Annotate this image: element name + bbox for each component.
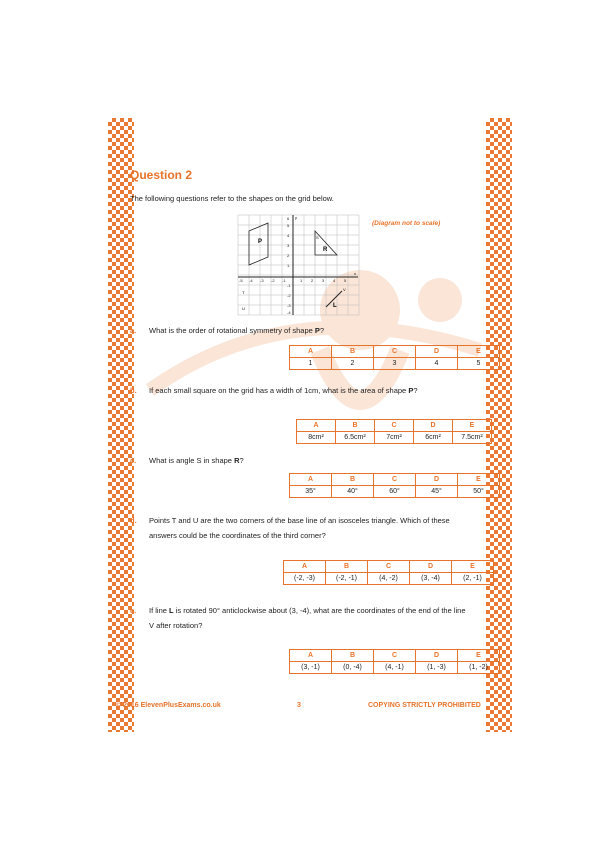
answer-option-letter[interactable]: C [374, 346, 416, 358]
question-letter: d. [130, 516, 137, 525]
answer-option-value[interactable]: 1 [290, 358, 332, 370]
question-text-part: What is angle S in shape [149, 456, 235, 465]
question-letter: e. [130, 606, 137, 615]
answer-option-value[interactable]: (-2, -3) [284, 573, 326, 585]
answer-option-letter[interactable]: B [326, 561, 368, 573]
line-l-label: L [333, 303, 337, 309]
answer-option-value[interactable]: 4 [416, 358, 458, 370]
x-tick-label: 3 [322, 278, 325, 283]
answer-option-value[interactable]: 6cm² [414, 432, 453, 444]
answer-header-row [284, 561, 494, 573]
question-shape-name: R [234, 456, 240, 465]
answer-option-letter[interactable]: B [332, 346, 374, 358]
question-text [149, 513, 469, 543]
question-intro: The following questions refer to the shapes on the grid below. [130, 194, 334, 203]
question-text [149, 383, 469, 398]
diagram-note: (Diagram not to scale) [372, 220, 441, 227]
answer-values-row [290, 358, 500, 370]
question-letter: a. [130, 326, 137, 335]
shape-p-label: P [258, 239, 263, 245]
answer-option-letter[interactable]: A [290, 650, 332, 662]
question-text-part: If each small square on the grid has a width of 1cm, what is the area of shape [149, 386, 409, 395]
answer-option-letter[interactable]: B [332, 474, 374, 486]
question-text [149, 323, 469, 338]
point-t-label: T [242, 290, 245, 295]
x-axis-label: x [354, 271, 356, 276]
footer-page-number: 3 [297, 702, 301, 709]
answer-option-letter[interactable]: D [414, 420, 453, 432]
y-axis-label: y [295, 215, 297, 220]
answer-option-value[interactable]: (0, -4) [332, 662, 374, 674]
question-title: Question 2 [130, 168, 193, 182]
x-tick-label: 5 [344, 278, 347, 283]
answer-option-letter[interactable]: C [368, 561, 410, 573]
answer-option-letter[interactable]: E [458, 346, 500, 358]
answer-option-letter[interactable]: C [375, 420, 414, 432]
y-tick-label: -4 [287, 310, 291, 315]
answer-option-letter[interactable]: C [374, 474, 416, 486]
question-text [149, 453, 469, 468]
answer-option-value[interactable]: (3, -1) [290, 662, 332, 674]
footer-copyright: © 2016 ElevenPlusExams.co.uk [116, 702, 221, 709]
answer-values-row [290, 486, 500, 498]
answer-option-value[interactable]: (2, -1) [452, 573, 494, 585]
answer-option-value[interactable]: 50° [458, 486, 500, 498]
x-tick-label: -4 [249, 278, 253, 283]
answer-option-letter[interactable]: E [458, 650, 500, 662]
answer-option-value[interactable]: 6.5cm² [336, 432, 375, 444]
answer-option-letter[interactable]: C [374, 650, 416, 662]
answer-table [289, 473, 500, 498]
answer-option-value[interactable]: 40° [332, 486, 374, 498]
question-shape-name: P [314, 326, 320, 335]
shape-r-label: R [323, 247, 328, 253]
angle-s-label: S [316, 235, 319, 240]
answer-option-letter[interactable]: A [290, 474, 332, 486]
answer-option-value[interactable]: (3, -4) [410, 573, 452, 585]
answer-table [296, 419, 492, 444]
y-tick-label: 3 [287, 243, 290, 248]
answer-option-letter[interactable]: A [290, 346, 332, 358]
x-tick-label: -3 [260, 278, 264, 283]
question-text-part: is rotated 90° anticlockwise about (3, -4), what are the coordinates of the end of the line V after rotation? [149, 606, 466, 630]
answer-option-value[interactable]: (-2, -1) [326, 573, 368, 585]
answer-option-value[interactable]: 5 [458, 358, 500, 370]
answer-header-row [290, 346, 500, 358]
answer-option-letter[interactable]: E [453, 420, 492, 432]
answer-option-value[interactable]: 2 [332, 358, 374, 370]
answer-table [283, 560, 494, 585]
question-letter: c. [130, 456, 137, 465]
point-u-label: U [242, 306, 245, 311]
answer-values-row [297, 432, 492, 444]
x-tick-label: -2 [271, 278, 275, 283]
answer-header-row [297, 420, 492, 432]
y-tick-label: -1 [287, 283, 291, 288]
left-decorative-border [108, 118, 137, 732]
answer-header-row [290, 650, 500, 662]
y-tick-label: -2 [287, 293, 291, 298]
answer-table [289, 345, 500, 370]
answer-option-letter[interactable]: D [416, 474, 458, 486]
question-text-part: ? [319, 326, 325, 335]
y-tick-label: 6 [287, 216, 290, 221]
answer-option-letter[interactable]: E [452, 561, 494, 573]
answer-option-value[interactable]: (1, -3) [416, 662, 458, 674]
answer-option-value[interactable]: (1, -2) [458, 662, 500, 674]
answer-values-row [284, 573, 494, 585]
answer-option-value[interactable]: 3 [374, 358, 416, 370]
answer-option-letter[interactable]: E [458, 474, 500, 486]
y-tick-label: 5 [287, 223, 290, 228]
answer-table [289, 649, 500, 674]
answer-option-letter[interactable]: B [336, 420, 375, 432]
answer-values-row [290, 662, 500, 674]
answer-option-letter[interactable]: A [284, 561, 326, 573]
x-tick-label: -1 [282, 278, 286, 283]
answer-option-value[interactable]: 8cm² [297, 432, 336, 444]
answer-option-value[interactable]: 35° [290, 486, 332, 498]
question-text-part: ? [413, 386, 418, 395]
coordinate-grid [236, 213, 360, 317]
question-shape-name: L [169, 606, 174, 615]
x-tick-label: -5 [239, 278, 243, 283]
answer-option-value[interactable]: 45° [416, 486, 458, 498]
footer-notice: COPYING STRICTLY PROHIBITED [368, 702, 481, 709]
answer-option-value[interactable]: (4, -1) [374, 662, 416, 674]
answer-option-value[interactable]: (4, -2) [368, 573, 410, 585]
answer-header-row [290, 474, 500, 486]
question-text-part: If line [149, 606, 170, 615]
answer-option-value[interactable]: 60° [374, 486, 416, 498]
question-text-part: What is the order of rotational symmetry of shape [149, 326, 315, 335]
x-tick-label: 1 [300, 278, 303, 283]
question-text-part: ? [239, 456, 244, 465]
answer-option-letter[interactable]: D [416, 346, 458, 358]
question-shape-name: P [408, 386, 414, 395]
y-tick-label: 4 [287, 233, 290, 238]
y-tick-label: 2 [287, 253, 290, 258]
question-letter: b. [130, 386, 137, 395]
question-text-part: Points T and U are the two corners of the base line of an isosceles triangle. Which of these answers could be the coordinates of the third corner? [149, 516, 450, 540]
answer-option-letter[interactable]: D [410, 561, 452, 573]
x-tick-label: 2 [311, 278, 314, 283]
x-tick-label: 4 [333, 278, 336, 283]
question-text [149, 603, 469, 633]
answer-option-value[interactable]: 7cm² [375, 432, 414, 444]
answer-option-letter[interactable]: A [297, 420, 336, 432]
y-tick-label: 1 [287, 263, 290, 268]
answer-option-letter[interactable]: B [332, 650, 374, 662]
point-v-label: V [343, 287, 346, 292]
answer-option-value[interactable]: 7.5cm² [453, 432, 492, 444]
answer-option-letter[interactable]: D [416, 650, 458, 662]
y-tick-label: -3 [287, 303, 291, 308]
